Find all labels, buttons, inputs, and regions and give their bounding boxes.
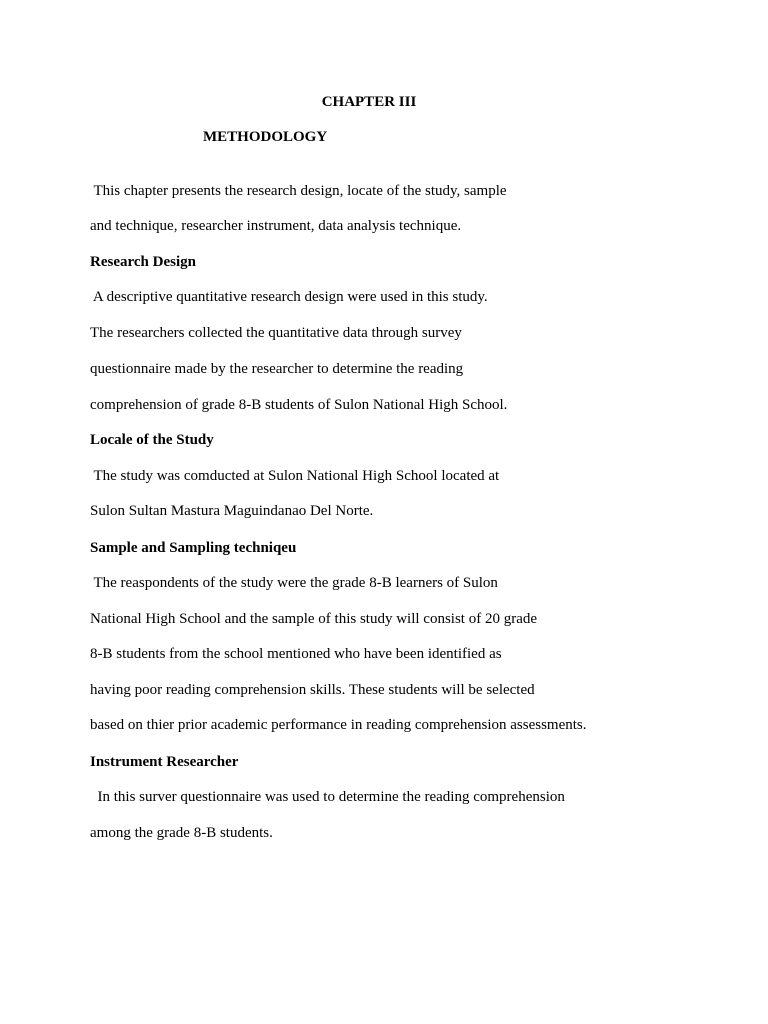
paragraph-line: The reaspondents of the study were the grade 8-B learners of Sulon [90,575,498,591]
chapter-heading: METHODOLOGY [203,129,328,145]
paragraph-line: comprehension of grade 8-B students of Sulon National High School. [90,397,508,413]
paragraph-line: based on thier prior academic performance in reading comprehension assessments. [90,717,587,733]
paragraph-line: The study was comducted at Sulon National High School located at [90,468,500,484]
paragraph-line: In this surver questionnaire was used to determine the reading comprehension [90,789,565,805]
paragraph-line: National High School and the sample of this study will consist of 20 grade [90,611,538,627]
intro-line: and technique, researcher instrument, data analysis technique. [90,218,462,234]
paragraph-line: having poor reading comprehension skills. These students will be selected [90,682,535,698]
section-heading-instrument: Instrument Researcher [90,754,239,770]
section-heading-locale: Locale of the Study [90,432,214,448]
section-heading-sampling: Sample and Sampling techniqeu [90,540,297,556]
paragraph-line: questionnaire made by the researcher to determine the reading [90,361,464,377]
paragraph-line: among the grade 8-B students. [90,825,273,841]
paragraph-line: The researchers collected the quantitative data through survey [90,325,462,341]
chapter-title: CHAPTER III [321,94,417,110]
paragraph-line: Sulon Sultan Mastura Maguindanao Del Norte. [90,503,374,519]
section-heading-research-design: Research Design [90,254,196,270]
paragraph-line: 8-B students from the school mentioned who have been identified as [90,646,502,662]
intro-line: This chapter presents the research design, locate of the study, sample [90,183,507,199]
paragraph-line: A descriptive quantitative research design were used in this study. [90,289,488,305]
